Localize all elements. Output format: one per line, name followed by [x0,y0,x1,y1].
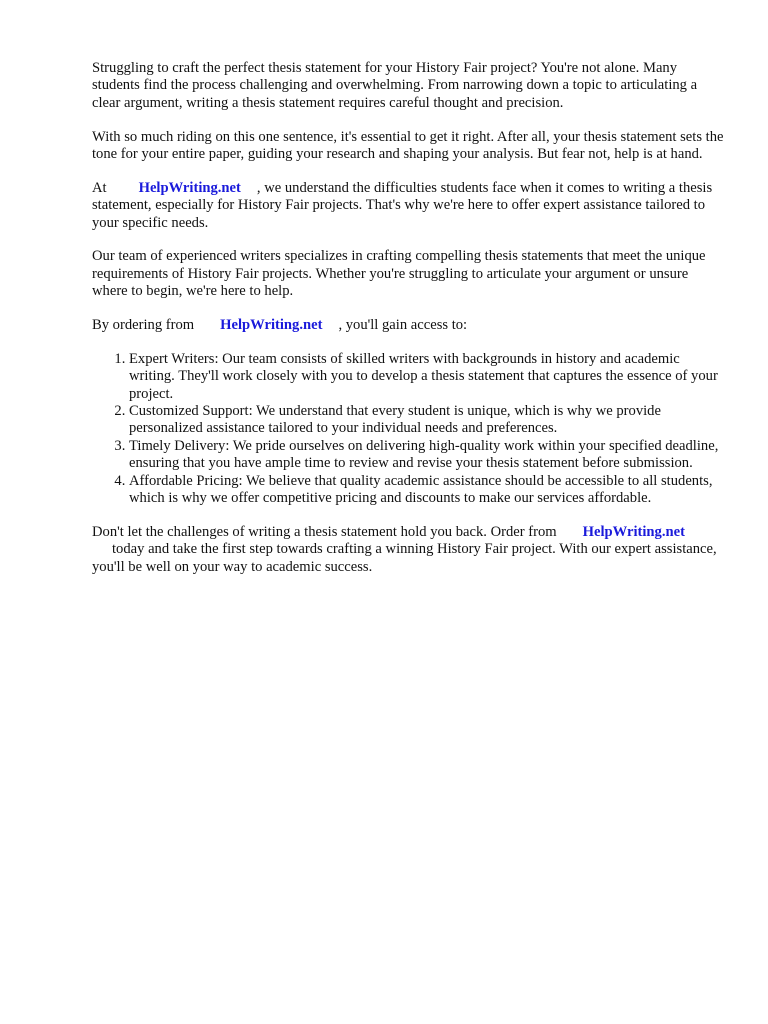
closing-paragraph-lead: Don't let the challenges of writing a thesis statement hold you back. Order from [92,523,557,540]
list-item: 1. Expert Writers: Our team consists of skilled writers with backgrounds in history and academic writing. They'll work closely with you to develop a thesis statement that captures the essence of your project. [129,351,724,403]
stakes-paragraph: With so much riding on this one sentence, it's essential to get it right. After all, your thesis statement sets the tone for your entire paper, guiding your research and shaping your analysis. But fear not, help is at hand. [92,128,724,163]
list-item: 2. Customized Support: We understand that every student is unique, which is why we provide personalized assistance tailored to your individual needs and preferences. [129,403,724,438]
team-paragraph: Our team of experienced writers specializes in crafting compelling thesis statements that meet the unique requirements of History Fair projects. Whether you're struggling to articulate your argument or unsure where to begin, we're here to help. [92,248,706,300]
helpwriting-link-1[interactable]: HelpWriting.net [138,179,241,196]
service-paragraph [92,180,724,232]
document-body [92,60,724,592]
service-paragraph-lead: At [92,179,107,196]
benefits-list [92,351,724,508]
closing-paragraph [92,524,724,576]
list-item: 3. Timely Delivery: We pride ourselves on delivering high-quality work within your specified deadline, ensuring that you have ample time to review and revise your thesis statement before submission. [129,438,724,473]
list-item: 4. Affordable Pricing: We believe that quality academic assistance should be accessible to all students, which is why we offer competitive pricing and discounts to make our services affordable. [129,473,724,508]
helpwriting-link-3[interactable]: HelpWriting.net [582,523,685,540]
access-paragraph-lead: By ordering from [92,317,195,334]
helpwriting-link-2[interactable]: HelpWriting.net [220,317,323,334]
access-paragraph-rest: , you'll gain access to: [338,317,468,334]
service-paragraph-rest: , we understand the difficulties students face when it comes to writing a thesis statement, especially for History Fair projects. That's why we're here to offer expert assistance tailored to your specific needs. [92,179,713,231]
intro-paragraph: Struggling to craft the perfect thesis statement for your History Fair project? You're not alone. Many students find the process challenging and overwhelming. From narrowing down a topic to articulating a clear argument, writing a thesis statement requires careful thought and precision. [92,60,698,111]
access-paragraph [92,317,724,334]
closing-paragraph-rest: today and take the first step towards crafting a winning History Fair project. With our expert assistance, you'll be well on your way to academic success. [92,541,717,575]
